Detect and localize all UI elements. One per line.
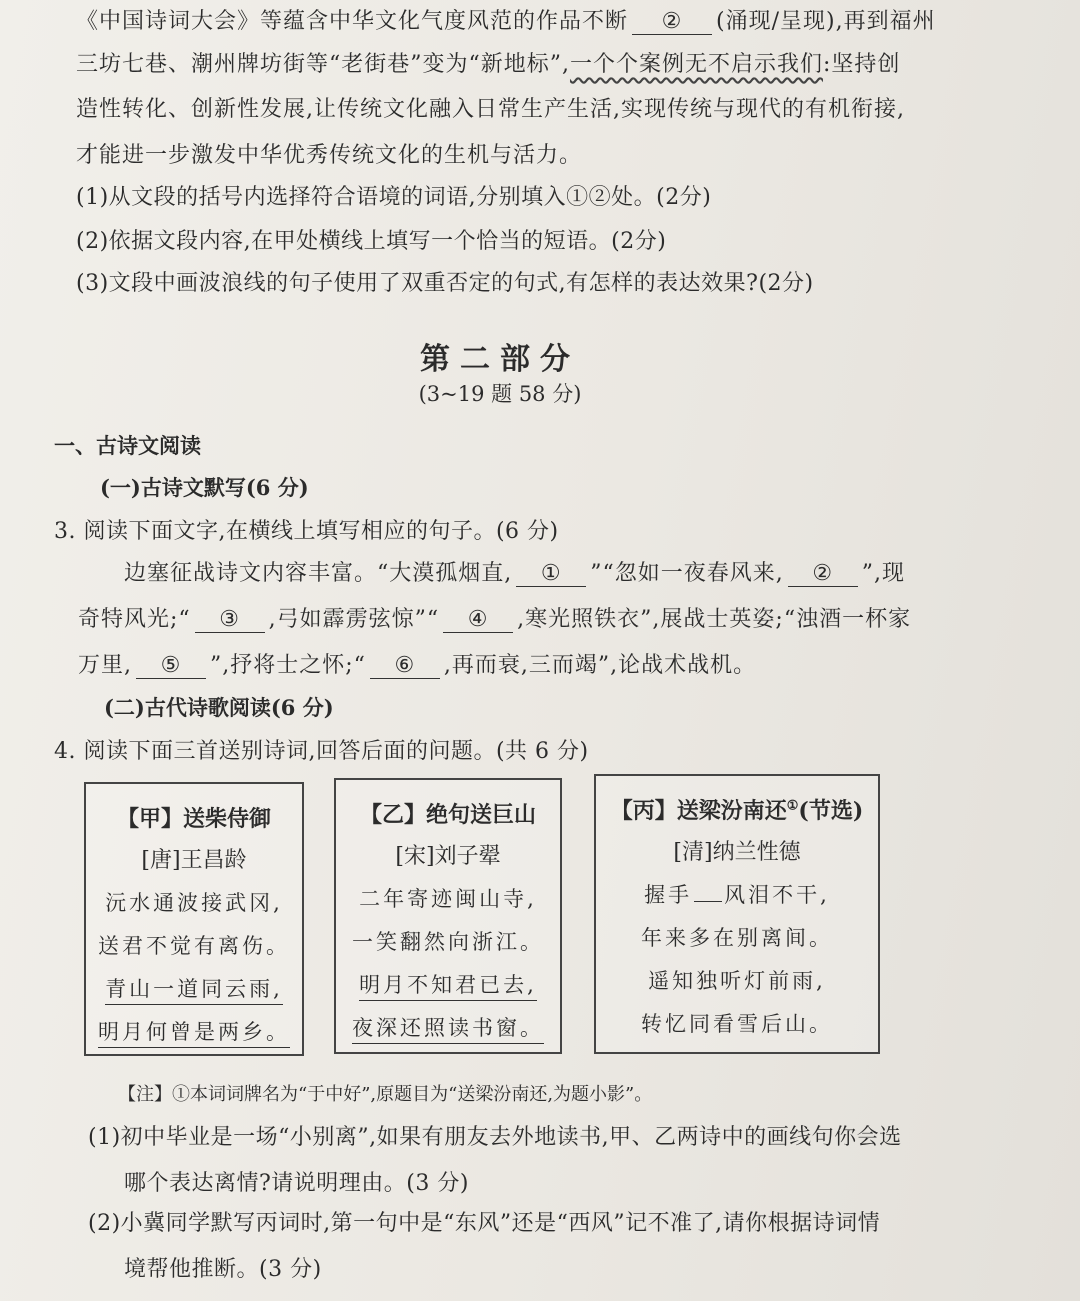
intro-line-1 [76,4,936,35]
poem-line-underlined: 明月不知君已去, [359,973,537,1001]
text: 万里, [78,653,132,678]
poem-box-jia [84,782,304,1056]
text: ,弓如霹雳弦惊”“ [268,607,440,632]
blank-2: ② [788,561,858,587]
question-4-1-line-2: 哪个表达离情?请说明理由。(3 分) [124,1171,469,1196]
text: 奇特风光;“ [78,607,191,632]
text: 《中国诗词大会》等蕴含中华文化气度风范的作品不断 [76,9,629,34]
text: ,寒光照铁衣”,展战士英姿;“浊酒一杯家 [517,607,912,632]
q3-line-1 [124,556,905,587]
poem-line-underlined: 夜深还照读书窗。 [352,1016,544,1044]
heading-dictation: (一)古诗文默写(6 分) [100,475,309,500]
question-4-prompt: 4. 阅读下面三首送别诗词,回答后面的问题。(共 6 分) [54,739,589,764]
poem-author: [清]纳兰性德 [673,840,801,865]
poem-box-yi [334,778,562,1054]
question-1-3: (3)文段中画波浪线的句子使用了双重否定的句式,有怎样的表达效果?(2分) [76,271,814,296]
poem-title: 【甲】送柴侍御 [116,806,271,832]
poem-title-tail: (节选) [798,798,864,824]
poem-line: 送君不觉有离伤。 [98,934,290,958]
blank-1: ① [516,561,586,587]
text: ”“忽如一夜春风来, [590,561,784,586]
question-1-1: (1)从文段的括号内选择符合语境的词语,分别填入①②处。(2分) [76,185,712,210]
text: ”,现 [861,561,905,586]
poem-line-underlined: 青山一道同云雨, [105,977,283,1005]
poem-author: [唐]王昌龄 [141,848,247,873]
poem-line: 沅水通波接武冈, [105,891,283,915]
text: ,再而衰,三而竭”,论战术战机。 [443,653,757,678]
blank-6: ⑥ [370,653,440,679]
poem-line: 年来多在别离间。 [641,926,833,950]
intro-line-2 [76,47,900,78]
poem-line: 遥知独听灯前雨, [648,969,826,993]
poem-title-text: 【丙】送梁汾南还 [610,798,787,824]
footnote: 【注】①本词词牌名为“于中好”,原题目为“送梁汾南还,为题小影”。 [118,1084,653,1105]
text: :坚持创 [823,52,901,77]
poem-line-end: 风泪不干, [724,883,830,907]
question-3-prompt: 3. 阅读下面文字,在横线上填写相应的句子。(6 分) [54,519,559,544]
poem-line-underlined: 明月何曾是两乡。 [98,1020,290,1048]
section-title: 第二部分 [420,342,580,377]
intro-line-4: 才能进一步激发中华优秀传统文化的生机与活力。 [76,143,583,168]
heading-ancient-reading: 一、古诗文阅读 [54,433,201,458]
blank-2: ② [632,9,712,35]
question-4-1-line-1: (1)初中毕业是一场“小别离”,如果有朋友去外地读书,甲、乙两诗中的画线句你会选 [88,1125,902,1150]
text: (涌现/呈现),再到福州 [716,9,936,34]
poem-box-bing [594,774,880,1054]
question-4-2-line-2: 境帮他推断。(3 分) [124,1257,322,1282]
poem-author: [宋]刘子翚 [395,844,501,869]
section-subtitle: (3~19 题 58 分) [418,382,582,406]
text: 三坊七巷、潮州牌坊街等“老街巷”变为“新地标”, [76,52,570,77]
q3-line-3 [78,648,756,679]
blank-5: ⑤ [136,653,206,679]
blank-4: ④ [443,607,513,633]
footnote-marker: ① [786,798,799,814]
question-1-2: (2)依据文段内容,在甲处横线上填写一个恰当的短语。(2分) [76,229,667,254]
intro-line-3: 造性转化、创新性发展,让传统文化融入日常生产生活,实现传统与现代的有机衔接, [76,97,905,122]
poem-line: 一笑翻然向浙江。 [352,930,544,954]
poem-line-start: 握手 [644,883,693,907]
question-4-2-line-1: (2)小冀同学默写丙词时,第一句中是“东风”还是“西风”记不准了,请你根据诗词情 [88,1211,881,1236]
text: 边塞征战诗文内容丰富。“大漠孤烟直, [124,561,513,586]
poem-line: 转忆同看雪后山。 [641,1012,833,1036]
poem-title: 【乙】绝句送巨山 [359,802,536,828]
blank-3: ③ [195,607,265,633]
q3-line-2 [78,602,911,633]
poem-blank [694,898,722,902]
heading-poetry-reading: (二)古代诗歌阅读(6 分) [104,695,334,720]
text: ”,抒将士之怀;“ [210,653,366,678]
poem-title [596,794,878,825]
poem-line: 二年寄迹闽山寺, [359,887,537,911]
wavy-sentence: 一个个案例无不启示我们 [569,52,823,77]
